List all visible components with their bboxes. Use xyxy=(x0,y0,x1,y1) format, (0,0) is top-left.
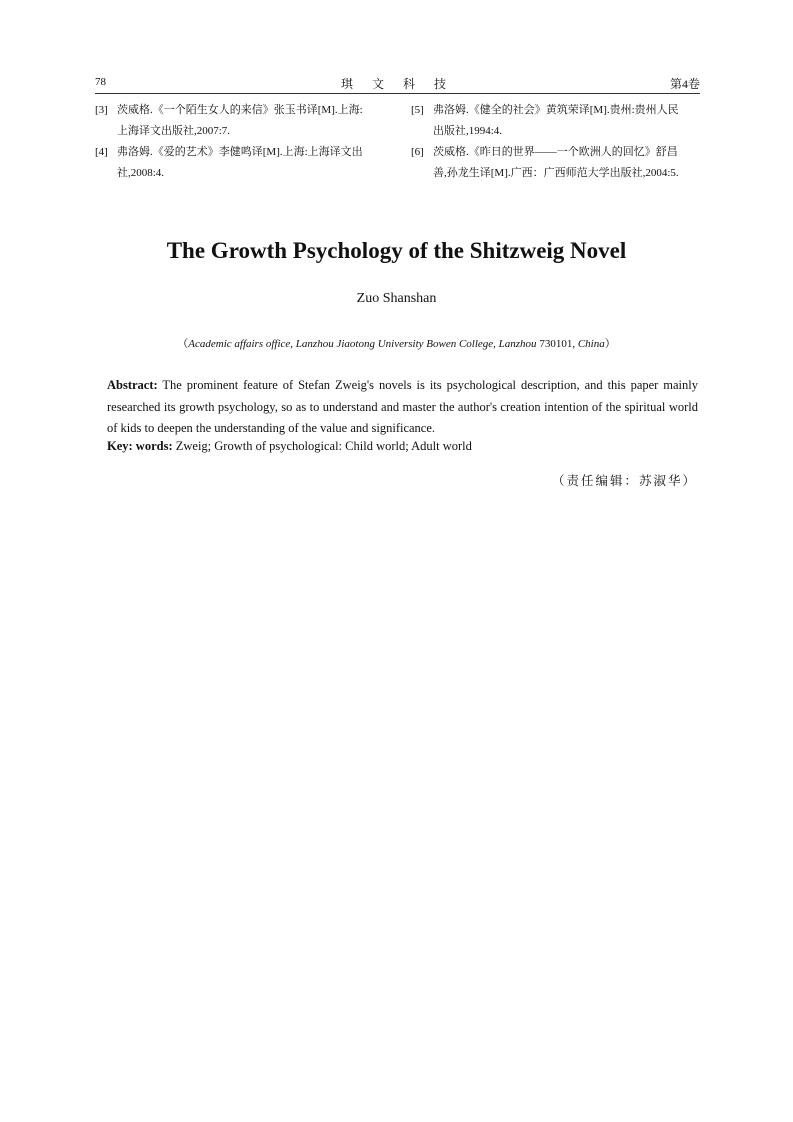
reference-line: 弗洛姆.《健全的社会》黄筑荣译[M].贵州:贵州人民 xyxy=(433,104,679,116)
running-header xyxy=(95,74,700,92)
reference-number: [5] xyxy=(411,104,424,116)
reference-item xyxy=(95,142,385,184)
keywords xyxy=(107,437,698,455)
reference-line: 社,2008:4. xyxy=(117,167,165,179)
abstract-label: Abstract: xyxy=(107,378,158,392)
journal-title: 琪 文 科 技 xyxy=(340,77,454,91)
author-name: Zuo Shanshan xyxy=(356,291,437,306)
reference-line: 茨威格.《一个陌生女人的来信》张玉书译[M].上海: xyxy=(117,104,363,116)
reference-line: 上海译文出版社,2007:7. xyxy=(117,125,231,137)
reference-item xyxy=(95,100,385,142)
reference-line: 善,孙龙生译[M].广西：广西师范大学出版社,2004:5. xyxy=(433,167,679,179)
reference-line: 弗洛姆.《爱的艺术》李健鸣译[M].上海:上海译文出 xyxy=(117,146,363,158)
editor-note: （责任编辑：苏淑华） xyxy=(551,474,697,488)
reference-text xyxy=(411,100,701,142)
keywords-text: Zweig; Growth of psychological: Child world; Adult world xyxy=(172,439,472,453)
affiliation-country: China xyxy=(577,338,605,350)
affiliation-close-paren: ） xyxy=(604,338,616,350)
reference-item xyxy=(411,100,701,142)
reference-line: 茨威格.《昨日的世界——一个欧洲人的回忆》舒昌 xyxy=(433,146,678,158)
affiliation-postcode: 730101, xyxy=(536,338,578,350)
keywords-label: Key: words: xyxy=(107,439,173,453)
reference-line: 出版社,1994:4. xyxy=(433,125,503,137)
article-title: The Growth Psychology of the Shitzweig Novel xyxy=(166,238,627,263)
affiliation-open-paren: （ xyxy=(177,338,189,350)
abstract-text: The prominent feature of Stefan Zweig's novels is its psychological description, and this paper mainly researched its growth psychology, so as to understand and master the author's creation intention of the spiritual world of kids to deepen the understanding of the value and significance. xyxy=(107,378,698,435)
reference-item xyxy=(411,142,701,184)
reference-text xyxy=(95,100,385,142)
reference-number: [3] xyxy=(95,104,108,116)
affiliation-institution: Academic affairs office, Lanzhou Jiaotong University Bowen College, Lanzhou xyxy=(188,338,537,350)
header-rule xyxy=(95,93,700,94)
affiliation xyxy=(0,335,793,351)
page-number: 78 xyxy=(95,76,106,88)
abstract xyxy=(107,375,698,440)
reference-number: [6] xyxy=(411,146,424,158)
reference-text xyxy=(95,142,385,184)
volume-label: 第4卷 xyxy=(669,77,700,91)
reference-number: [4] xyxy=(95,146,108,158)
reference-text xyxy=(411,142,701,184)
